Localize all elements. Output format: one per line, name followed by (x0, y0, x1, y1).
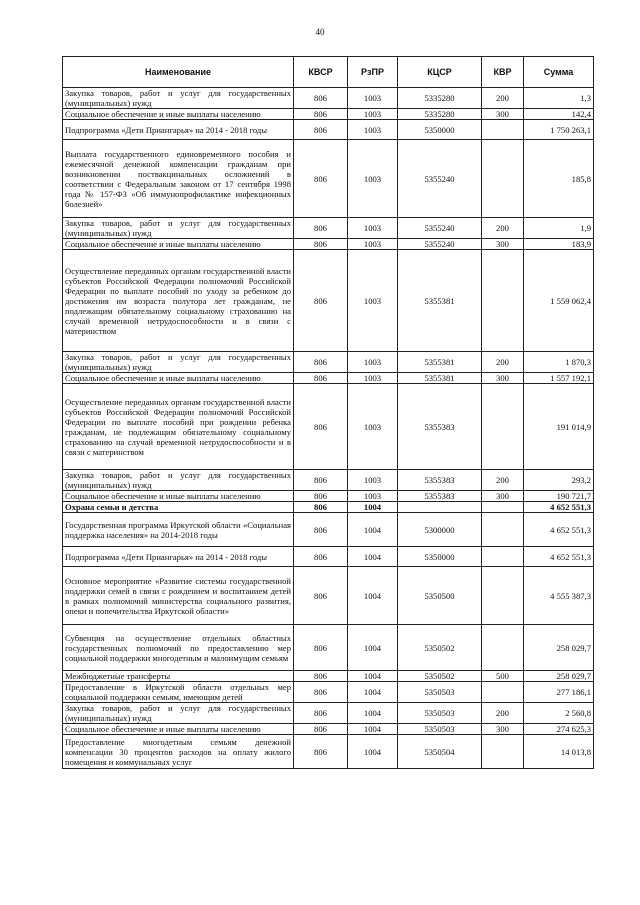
cell-kvr (482, 547, 524, 567)
cell-kcsr: 5355381 (398, 250, 482, 352)
cell-rzpr: 1003 (348, 491, 398, 502)
cell-rzpr: 1003 (348, 218, 398, 239)
cell-kcsr: 5355240 (398, 239, 482, 250)
cell-kvsr: 806 (294, 567, 348, 625)
table-row (63, 625, 594, 671)
table-row (63, 671, 594, 682)
table-header-row (63, 57, 594, 88)
cell-sum: 1 559 062,4 (524, 250, 594, 352)
cell-kvr (482, 250, 524, 352)
header-kcsr: КЦСР (398, 57, 482, 88)
cell-kvsr: 806 (294, 735, 348, 769)
cell-kvr: 200 (482, 352, 524, 373)
table-row (63, 218, 594, 239)
cell-kcsr: 5355383 (398, 470, 482, 491)
table-row (63, 140, 594, 218)
cell-kvsr: 806 (294, 373, 348, 384)
cell-sum: 274 625,3 (524, 724, 594, 735)
header-kvr: КВР (482, 57, 524, 88)
cell-kvsr: 806 (294, 352, 348, 373)
cell-rzpr: 1004 (348, 547, 398, 567)
cell-sum: 2 560,8 (524, 703, 594, 724)
cell-kvsr: 806 (294, 239, 348, 250)
cell-kvsr: 806 (294, 109, 348, 120)
cell-kcsr: 5350502 (398, 671, 482, 682)
table-row (63, 735, 594, 769)
cell-rzpr: 1004 (348, 735, 398, 769)
cell-name: Социальное обеспечение и иные выплаты населению (63, 239, 294, 250)
cell-kvsr: 806 (294, 491, 348, 502)
cell-kvr: 500 (482, 671, 524, 682)
cell-kvr (482, 735, 524, 769)
cell-kcsr: 5355240 (398, 140, 482, 218)
cell-rzpr: 1003 (348, 384, 398, 470)
page-number: 40 (315, 27, 325, 37)
table-row (63, 373, 594, 384)
cell-kvsr: 806 (294, 513, 348, 547)
cell-name: Субвенция на осуществление отдельных областных государственных полномочий по предоставлению мер социальной поддержки многодетным и малоимущим семьям (63, 625, 294, 671)
cell-rzpr: 1003 (348, 373, 398, 384)
cell-sum: 277 186,1 (524, 682, 594, 703)
table-row (63, 682, 594, 703)
cell-kvsr: 806 (294, 703, 348, 724)
cell-sum: 4 652 551,3 (524, 502, 594, 513)
cell-rzpr: 1003 (348, 120, 398, 140)
cell-kvr (482, 625, 524, 671)
header-sum: Сумма (524, 57, 594, 88)
cell-name: Государственная программа Иркутской области «Социальная поддержка населения» на 2014-2018 годы (63, 513, 294, 547)
table-row (63, 239, 594, 250)
cell-kcsr: 5350503 (398, 724, 482, 735)
cell-kcsr: 5335280 (398, 109, 482, 120)
cell-name: Подпрограмма «Дети Приангарья» на 2014 - 2018 годы (63, 547, 294, 567)
cell-kvsr: 806 (294, 250, 348, 352)
cell-kvsr: 806 (294, 682, 348, 703)
cell-name: Выплата государственного единовременного пособия и ежемесячной денежной компенсации гражданам при возникновении поствакцинальных осложнений в соответствии с Федеральным законом от 17 сентября 1998 года № 157-ФЗ «Об иммунопрофилактике инфекционных болезней» (63, 140, 294, 218)
cell-kvr: 300 (482, 109, 524, 120)
cell-kvsr: 806 (294, 724, 348, 735)
table-row (63, 502, 594, 513)
cell-rzpr: 1004 (348, 513, 398, 547)
table-row (63, 703, 594, 724)
cell-kvsr: 806 (294, 88, 348, 109)
cell-rzpr: 1004 (348, 567, 398, 625)
cell-name: Основное мероприятие «Развитие системы государственной поддержки семей в связи с рождением и воспитанием детей в рамках полномочий министерства социального развития, опеки и попечительства Иркутской области» (63, 567, 294, 625)
cell-sum: 258 029,7 (524, 671, 594, 682)
cell-kvr (482, 682, 524, 703)
cell-kvr (482, 140, 524, 218)
cell-sum: 1,9 (524, 218, 594, 239)
cell-rzpr: 1003 (348, 140, 398, 218)
cell-kcsr: 5350503 (398, 703, 482, 724)
cell-sum: 191 014,9 (524, 384, 594, 470)
cell-rzpr: 1004 (348, 502, 398, 513)
table-body (63, 88, 594, 769)
cell-rzpr: 1004 (348, 682, 398, 703)
cell-name: Закупка товаров, работ и услуг для государственных (муниципальных) нужд (63, 703, 294, 724)
cell-sum: 1 557 192,1 (524, 373, 594, 384)
cell-kcsr: 5350503 (398, 682, 482, 703)
table-row (63, 724, 594, 735)
cell-kcsr: 5300000 (398, 513, 482, 547)
header-kvsr: КВСР (294, 57, 348, 88)
cell-rzpr: 1003 (348, 109, 398, 120)
cell-name: Социальное обеспечение и иные выплаты населению (63, 724, 294, 735)
table-row (63, 109, 594, 120)
cell-name: Осуществление переданных органам государственной власти субъектов Российской Федерации полномочий Российской Федерации по выплате пособий по уходу за ребенком до достижения им возраста полутора лет гражданам, не подлежащим обязательному социальному страхованию на случай временной нетрудоспособности и в связи с материнством (63, 250, 294, 352)
cell-kvr: 300 (482, 724, 524, 735)
cell-sum: 4 555 387,3 (524, 567, 594, 625)
cell-rzpr: 1003 (348, 239, 398, 250)
cell-kvr (482, 567, 524, 625)
cell-sum: 1,3 (524, 88, 594, 109)
cell-kcsr: 5355383 (398, 384, 482, 470)
cell-rzpr: 1003 (348, 352, 398, 373)
cell-rzpr: 1004 (348, 671, 398, 682)
cell-sum: 185,8 (524, 140, 594, 218)
cell-kcsr: 5350504 (398, 735, 482, 769)
cell-sum: 14 013,8 (524, 735, 594, 769)
cell-kvsr: 806 (294, 470, 348, 491)
cell-kvr (482, 513, 524, 547)
table-row (63, 352, 594, 373)
cell-sum: 1 870,3 (524, 352, 594, 373)
cell-kcsr: 5355383 (398, 491, 482, 502)
cell-rzpr: 1003 (348, 88, 398, 109)
table-row (63, 88, 594, 109)
cell-kvr: 300 (482, 239, 524, 250)
cell-name: Социальное обеспечение и иные выплаты населению (63, 373, 294, 384)
cell-kvsr: 806 (294, 120, 348, 140)
cell-sum: 190 721,7 (524, 491, 594, 502)
table-row (63, 547, 594, 567)
cell-kvr: 200 (482, 218, 524, 239)
cell-kvr: 200 (482, 88, 524, 109)
cell-sum: 4 652 551,3 (524, 547, 594, 567)
cell-name: Охрана семьи и детства (63, 502, 294, 513)
cell-rzpr: 1004 (348, 724, 398, 735)
cell-kvsr: 806 (294, 218, 348, 239)
cell-name: Осуществление переданных органам государственной власти субъектов Российской Федерации полномочий Российской Федерации по выплате пособий при рождении ребенка гражданам, не подлежащим обязательному социальному страхованию на случай временной нетрудоспособности и в связи с материнством (63, 384, 294, 470)
table-row (63, 384, 594, 470)
cell-kvsr: 806 (294, 140, 348, 218)
header-rzpr: РзПР (348, 57, 398, 88)
cell-kvsr: 806 (294, 384, 348, 470)
cell-kcsr: 5355240 (398, 218, 482, 239)
table-row (63, 567, 594, 625)
cell-rzpr: 1004 (348, 625, 398, 671)
cell-rzpr: 1004 (348, 703, 398, 724)
cell-kvr: 200 (482, 470, 524, 491)
cell-rzpr: 1003 (348, 250, 398, 352)
cell-rzpr: 1003 (348, 470, 398, 491)
table-row (63, 250, 594, 352)
cell-kvr: 300 (482, 491, 524, 502)
cell-sum: 142,4 (524, 109, 594, 120)
cell-name: Межбюджетные трансферты (63, 671, 294, 682)
cell-kcsr: 5350000 (398, 547, 482, 567)
cell-kvsr: 806 (294, 547, 348, 567)
cell-name: Закупка товаров, работ и услуг для государственных (муниципальных) нужд (63, 470, 294, 491)
cell-sum: 1 750 263,1 (524, 120, 594, 140)
cell-kcsr (398, 502, 482, 513)
cell-sum: 258 029,7 (524, 625, 594, 671)
cell-name: Закупка товаров, работ и услуг для государственных (муниципальных) нужд (63, 352, 294, 373)
cell-kcsr: 5335280 (398, 88, 482, 109)
cell-kvsr: 806 (294, 671, 348, 682)
cell-name: Социальное обеспечение и иные выплаты населению (63, 491, 294, 502)
cell-sum: 183,9 (524, 239, 594, 250)
cell-sum: 4 652 551,3 (524, 513, 594, 547)
cell-kcsr: 5350500 (398, 567, 482, 625)
cell-kvsr: 806 (294, 502, 348, 513)
cell-kvr: 300 (482, 373, 524, 384)
cell-name: Социальное обеспечение и иные выплаты населению (63, 109, 294, 120)
cell-name: Закупка товаров, работ и услуг для государственных (муниципальных) нужд (63, 218, 294, 239)
cell-name: Предоставление многодетным семьям денежной компенсации 30 процентов расходов на оплату жилого помещения и коммунальных услуг (63, 735, 294, 769)
cell-kvr: 200 (482, 703, 524, 724)
cell-kvsr: 806 (294, 625, 348, 671)
cell-name: Подпрограмма «Дети Приангарья» на 2014 - 2018 годы (63, 120, 294, 140)
cell-name: Закупка товаров, работ и услуг для государственных (муниципальных) нужд (63, 88, 294, 109)
budget-table (62, 56, 594, 769)
cell-name: Предоставление в Иркутской области отдельных мер социальной поддержки семьям, имеющим детей (63, 682, 294, 703)
cell-kvr (482, 384, 524, 470)
cell-kcsr: 5350502 (398, 625, 482, 671)
cell-sum: 293,2 (524, 470, 594, 491)
cell-kcsr: 5355381 (398, 373, 482, 384)
cell-kvr (482, 120, 524, 140)
cell-kcsr: 5355381 (398, 352, 482, 373)
cell-kvr (482, 502, 524, 513)
table-row (63, 120, 594, 140)
header-name: Наименование (63, 57, 294, 88)
table-row (63, 491, 594, 502)
table-row (63, 513, 594, 547)
table-row (63, 470, 594, 491)
cell-kcsr: 5350000 (398, 120, 482, 140)
